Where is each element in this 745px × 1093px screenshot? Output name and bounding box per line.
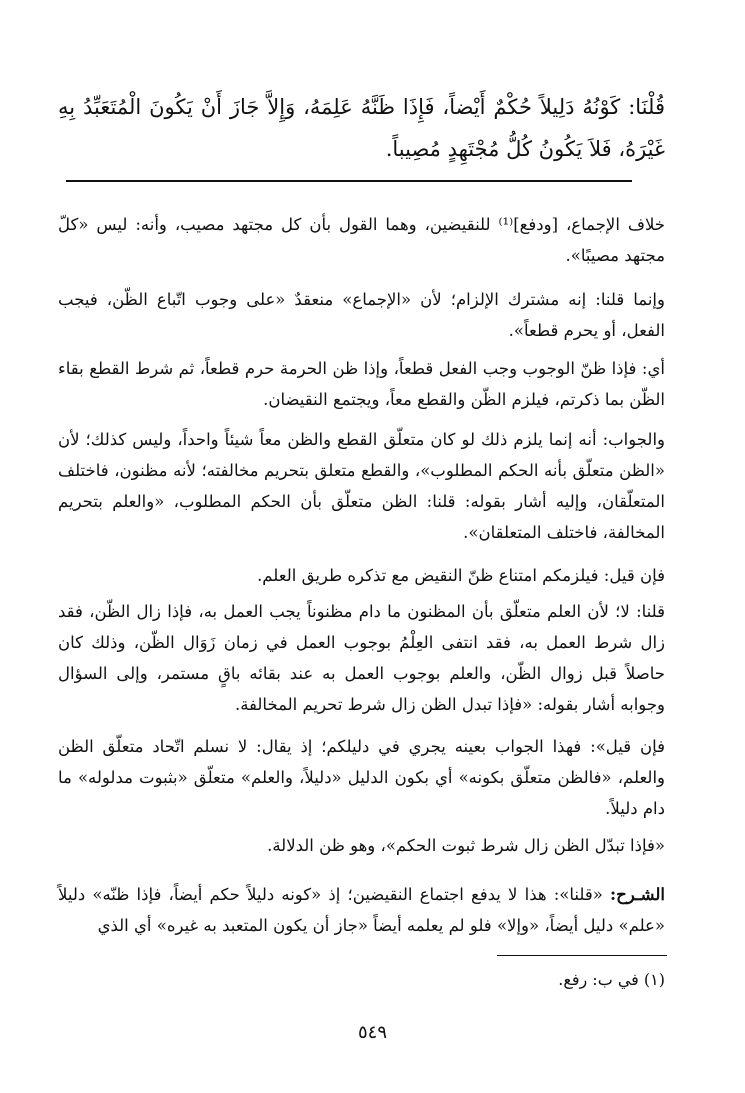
page-number: ٥٤٩ — [357, 1022, 387, 1043]
commentary-paragraph-5: فإن قيل: فيلزمكم امتناع ظنّ النقيض مع تذكره طريق العلم. — [257, 566, 665, 585]
sharh-text: «قلنا»: هذا لا يدفع اجتماع النقيضين؛ إذ «كونه دليلاً حكم أيضاً، فإذا ظنّه» دليلاً «علم» دليل أيضاً، «وإلا» فلو لم يعلمه أيضاً «جاز أن يكون المتعبد به غيره» أي الذي — [58, 885, 665, 935]
commentary-paragraph-1: خلاف الإجماع، [ودفع]⁽¹⁾ للنقيضين، وهما القول بأن كل مجتهد مصيب، وأنه: ليس «كلّ مجتهد مصيبًا». — [58, 215, 665, 265]
separator-line — [66, 180, 632, 182]
matn-text: قُلْنَا: كَوْنُهُ دَلِيلاً حُكْمٌ أَيْضاً، فَإِذَا ظَنَّهُ عَلِمَهُ، وَإِلاَّ جَازَ أَنْ يَكُونَ الْمُتَعَبِّدُ بِهِ غَيْرَهُ، فَلاَ يَكُونُ كُلُّ مُجْتَهِدٍ مُصِيباً. — [58, 95, 665, 161]
commentary-paragraph-8: «فإذا تبدّل الظن زال شرط ثبوت الحكم»، وهو ظن الدلالة. — [267, 836, 665, 855]
commentary-paragraph-2: وإنما قلنا: إنه مشترك الإلزام؛ لأن «الإجماع» منعقدٌ «على وجوب اتّباع الظّن، فيجب الفعل، أو يحرم قطعاً». — [58, 290, 665, 340]
commentary-paragraph-4: والجواب: أنه إنما يلزم ذلك لو كان متعلّق القطع والظن معاً شيئاً واحداً، وليس كذلك؛ لأن «الظن متعلّق بأنه الحكم المطلوب»، والقطع متعلق بتحريم مخالفته؛ لأنه مظنون، فاختلف المتعلّقان، وإليه أشار بقوله: قلنا: الظن متعلّق بأن الحكم المطلوب، «والعلم بتحريم المخالفة، فاختلف المتعلقان». — [58, 430, 665, 542]
footnote-separator — [497, 955, 667, 956]
commentary-paragraph-7: فإن قيل»: فهذا الجواب بعينه يجري في دليلكم؛ إذ يقال: لا نسلم اتّحاد متعلّق الظن والعلم، «فالظن متعلّق بكونه» أي بكون الدليل «دليلاً، والعلم» متعلّق «بثبوت مدلوله» ما دام دليلاً. — [58, 737, 665, 818]
commentary-paragraph-9 — [58, 879, 665, 941]
sharh-label: الشـرح: — [609, 885, 665, 904]
commentary-paragraph-6: قلنا: لا؛ لأن العلم متعلّق بأن المظنون ما دام مظنوناً يجب العمل به، فإذا زال الظّن، فقد زال شرط العمل به، فقد انتفى العِلْمُ بوجوب العمل في زمان زَوَال الظّن، وذلك كان حاصلاً قبل زوال الظّن، والعلم بوجوب العمل به عند بقائه باقٍ مستمر، وإلى السؤال وجوابه أشار بقوله: «فإذا تبدل الظن زال شرط تحريم المخالفة. — [58, 602, 665, 714]
commentary-paragraph-3: أي: فإذا ظنّ الوجوب وجب الفعل قطعاً، وإذا ظن الحرمة حرم قطعاً، ثم شرط القطع بقاء الظّن بما ذكرتم، فيلزم الظّن والقطع معاً، ويجتمع النقيضان. — [58, 359, 665, 409]
footnote: (١) في ب: رفع. — [558, 970, 665, 989]
